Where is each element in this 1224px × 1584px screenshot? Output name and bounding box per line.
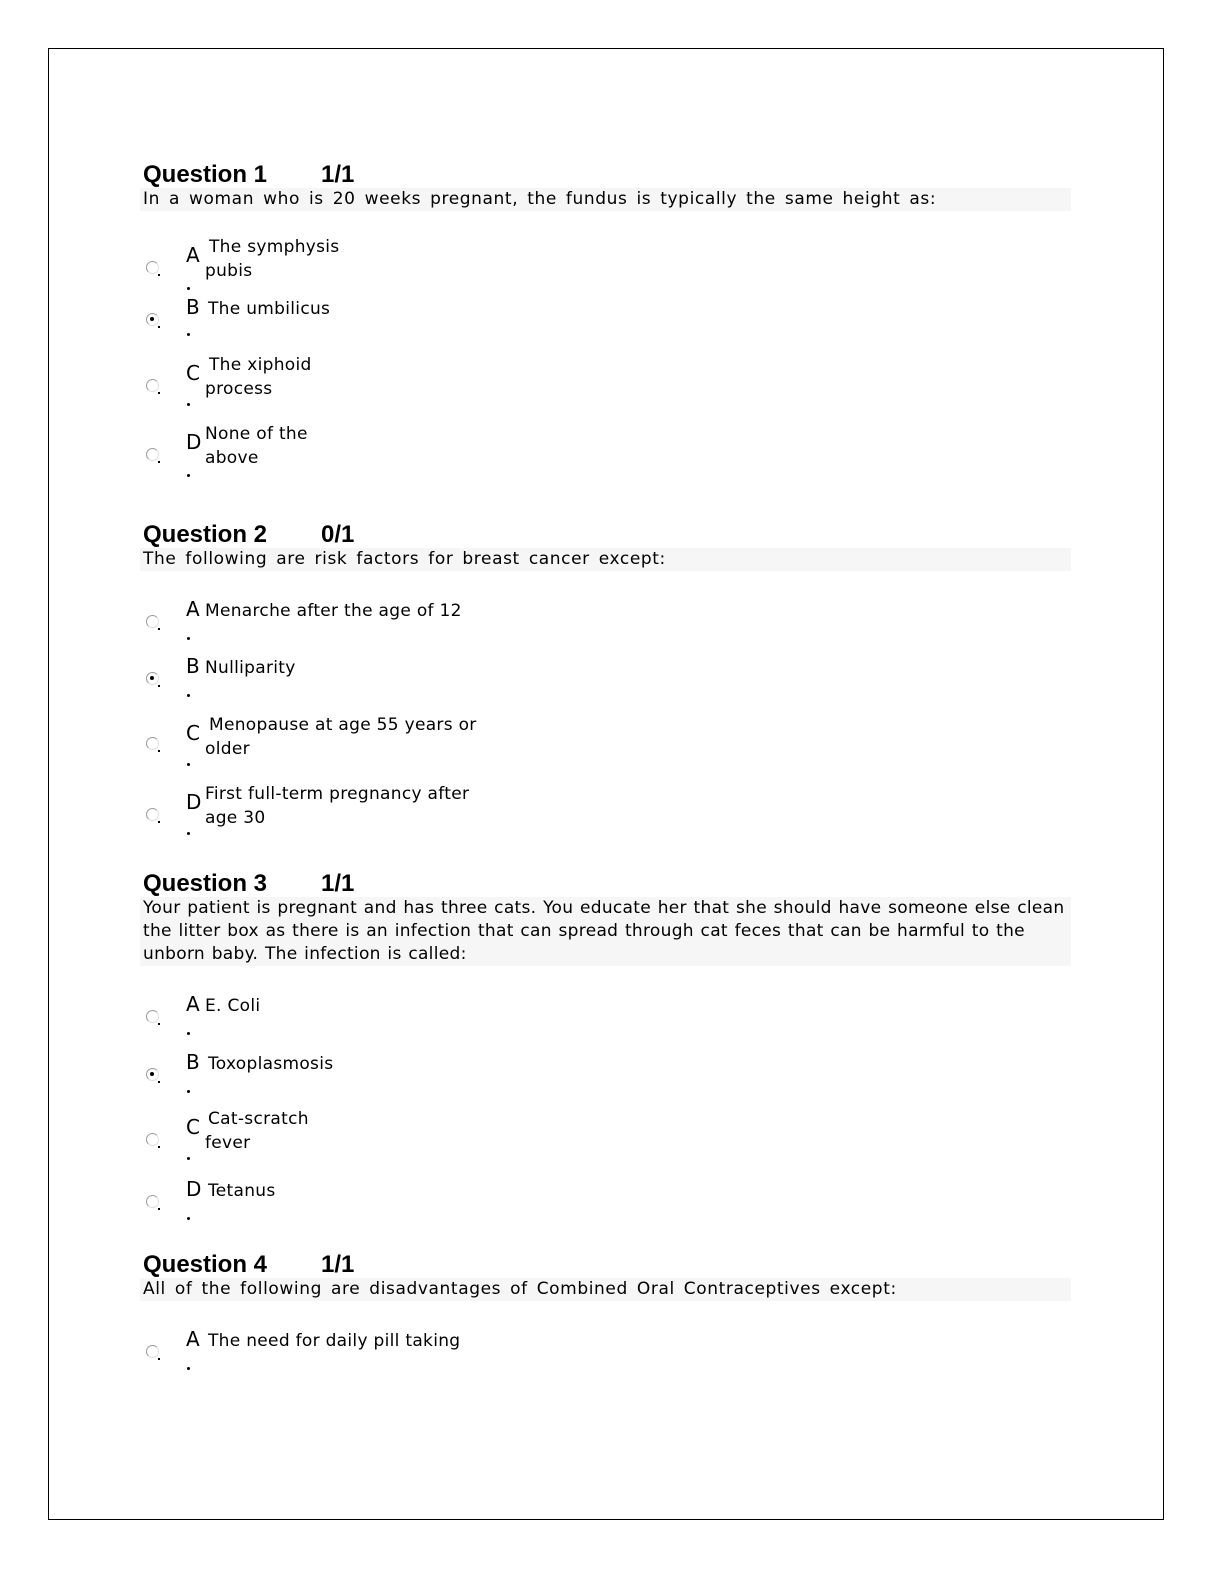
- question-title: Question 2: [143, 521, 268, 548]
- option-letter: D: [186, 1177, 202, 1201]
- radio-button[interactable]: [146, 379, 159, 392]
- option-letter: C: [186, 361, 200, 385]
- option-text: Toxoplasmosis: [208, 1054, 334, 1074]
- radio-button-selected[interactable]: [146, 313, 159, 326]
- option-text: None of the: [205, 424, 308, 444]
- option-bullet: [187, 287, 190, 290]
- option-letter: A: [186, 597, 200, 621]
- option-text-cont: age 30: [205, 808, 266, 828]
- option-text: The need for daily pill taking: [208, 1331, 461, 1351]
- radio-button-selected[interactable]: [146, 672, 159, 685]
- option-letter: B: [186, 1050, 200, 1074]
- option-text: First full-term pregnancy after: [205, 784, 470, 804]
- radio-button[interactable]: [146, 808, 159, 821]
- question-title: Question 1: [143, 161, 268, 188]
- radio-button[interactable]: [146, 1133, 159, 1146]
- question-prompt: The following are risk factors for breast cancer except:: [140, 548, 1071, 571]
- radio-button[interactable]: [146, 737, 159, 750]
- option-bullet: [187, 1032, 190, 1035]
- option-letter: D: [186, 430, 202, 454]
- option-text-cont: pubis: [205, 261, 253, 281]
- option-text: Menarche after the age of 12: [205, 601, 462, 621]
- question-title: Question 4: [143, 1251, 268, 1278]
- option-text-cont: above: [205, 448, 259, 468]
- option-text-cont: older: [205, 739, 250, 759]
- question-prompt: Your patient is pregnant and has three cats. You educate her that she should have someone else clean the litter box as there is an infection that can spread through cat feces that can be harmful to the unborn baby. The infection is called:: [140, 897, 1071, 966]
- question-prompt: In a woman who is 20 weeks pregnant, the fundus is typically the same height as:: [140, 188, 1071, 211]
- option-bullet: [187, 1367, 190, 1370]
- option-text: Menopause at age 55 years or: [209, 715, 477, 735]
- question-header: [143, 1252, 1071, 1278]
- option-bullet: [187, 832, 190, 835]
- option-text: The xiphoid: [209, 355, 312, 375]
- question-3: [143, 870, 1071, 1201]
- option-text: The symphysis: [209, 237, 340, 257]
- radio-button[interactable]: [146, 1195, 159, 1208]
- option-text: The umbilicus: [208, 299, 331, 319]
- option-bullet: [187, 403, 190, 406]
- radio-button[interactable]: [146, 448, 159, 461]
- option-letter: D: [186, 790, 202, 814]
- question-4: [143, 1251, 1071, 1351]
- question-score: 0/1: [321, 521, 355, 548]
- option-text: Cat-scratch: [208, 1109, 309, 1129]
- option-bullet: [187, 1090, 190, 1093]
- option-letter: A: [186, 243, 200, 267]
- option-bullet: [187, 333, 190, 336]
- option-bullet: [187, 637, 190, 640]
- option-text: Tetanus: [208, 1181, 276, 1201]
- question-score: 1/1: [321, 1251, 355, 1278]
- question-header: [143, 162, 1071, 188]
- question-2: [143, 521, 1071, 828]
- question-1: [143, 161, 1071, 468]
- question-header: [143, 871, 1071, 897]
- option-letter: A: [186, 1327, 200, 1351]
- radio-button[interactable]: [146, 615, 159, 628]
- option-bullet: [187, 474, 190, 477]
- option-bullet: [187, 1157, 190, 1160]
- option-letter: B: [186, 295, 200, 319]
- radio-button-selected[interactable]: [146, 1068, 159, 1081]
- option-text-cont: fever: [205, 1133, 251, 1153]
- option-bullet: [187, 1217, 190, 1220]
- option-letter: B: [186, 654, 200, 678]
- option-letter: C: [186, 1115, 200, 1139]
- option-text: Nulliparity: [205, 658, 296, 678]
- radio-button[interactable]: [146, 1345, 159, 1358]
- question-prompt: All of the following are disadvantages of Combined Oral Contraceptives except:: [140, 1278, 1071, 1301]
- question-header: [143, 522, 1071, 548]
- question-score: 1/1: [321, 161, 355, 188]
- option-bullet: [187, 763, 190, 766]
- option-letter: A: [186, 992, 200, 1016]
- question-title: Question 3: [143, 870, 268, 897]
- radio-button[interactable]: [146, 261, 159, 274]
- option-bullet: [187, 694, 190, 697]
- option-text-cont: process: [205, 379, 273, 399]
- question-score: 1/1: [321, 870, 355, 897]
- option-letter: C: [186, 721, 200, 745]
- radio-button[interactable]: [146, 1010, 159, 1023]
- option-text: E. Coli: [205, 996, 261, 1016]
